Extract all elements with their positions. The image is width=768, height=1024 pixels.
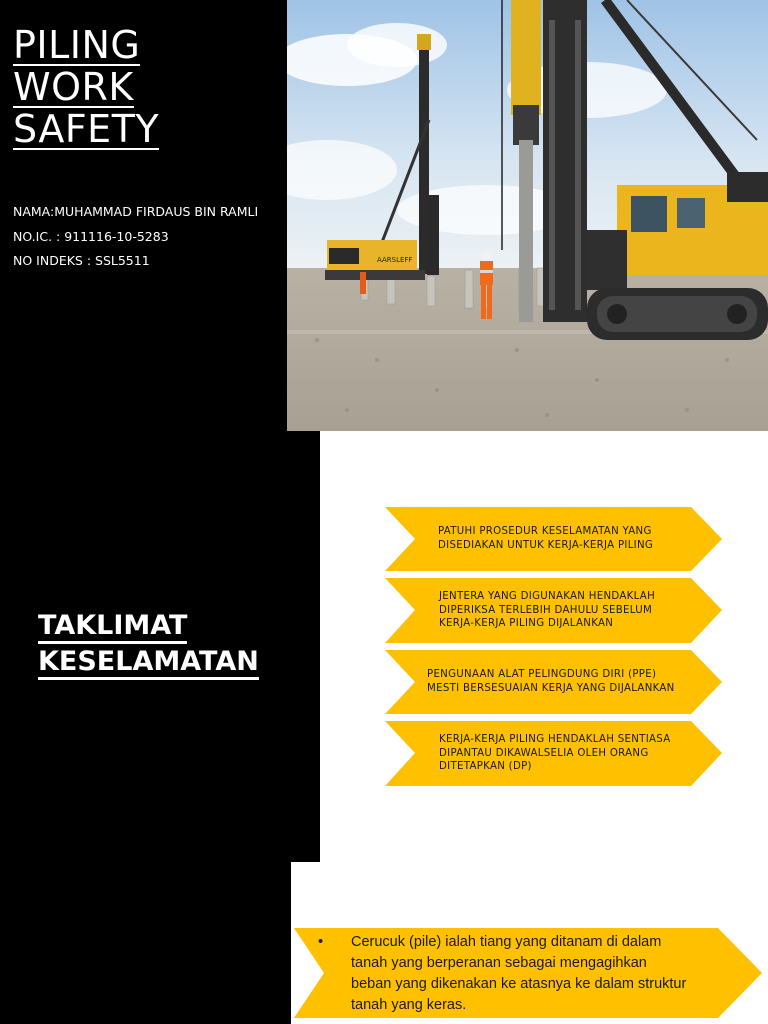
definition-line-3: beban yang dikenakan ke atasnya ke dalam struktur [351, 976, 687, 992]
info-name: NAMA:MUHAMMAD FIRDAUS BIN RAMLI [13, 204, 259, 219]
safety-point-3 [385, 650, 722, 714]
safety-point-4-line-2: DIPANTAU DIKAWALSELIA OLEH ORANG [439, 747, 649, 759]
definition-bullet: • [318, 934, 324, 950]
page-title [13, 24, 159, 150]
left-panel-bottom [0, 862, 291, 1024]
piling-site-illustration [287, 0, 768, 431]
title-line-2: WORK [13, 65, 134, 109]
safety-point-2-line-3: KERJA-KERJA PILING DIJALANKAN [439, 618, 614, 629]
definition-line-4: tanah yang keras. [351, 997, 467, 1013]
info-index: NO INDEKS : SSL5511 [13, 253, 150, 268]
safety-point-4 [385, 721, 722, 786]
safety-point-1-line-2: DISEDIAKAN UNTUK KERJA-KERJA PILING [438, 539, 654, 551]
safety-point-2-line-2: DIPERIKSA TERLEBIH DAHULU SEBELUM [439, 604, 653, 616]
title-line-1: PILING [13, 23, 141, 67]
piling-site-photo [287, 0, 768, 431]
section-title-line-2: KESELAMATAN [38, 647, 259, 680]
safety-point-4-line-1: KERJA-KERJA PILING HENDAKLAH SENTIASA [439, 734, 671, 745]
safety-point-4-line-3: DITETAPKAN (DP) [439, 761, 532, 772]
safety-point-2 [385, 578, 722, 643]
definition-line-1: Cerucuk (pile) ialah tiang yang ditanam di dalam [351, 934, 662, 950]
definition-text [318, 932, 730, 1016]
info-ic: NO.IC. : 911116-10-5283 [13, 229, 169, 244]
rig-brand-label: AARSLEFF [377, 256, 413, 264]
safety-point-1 [385, 507, 722, 571]
safety-point-2-line-1: JENTERA YANG DIGUNAKAN HENDAKLAH [439, 591, 656, 602]
safety-point-3-line-1: PENGUNAAN ALAT PELINGDUNG DIRI (PPE) [427, 669, 657, 680]
section-title-line-1: TAKLIMAT [38, 611, 187, 644]
safety-point-1-line-1: PATUHI PROSEDUR KESELAMATAN YANG [438, 526, 652, 537]
definition-line-2: tanah yang berperanan sebagai mengagihkan [351, 955, 647, 971]
safety-point-3-line-2: MESTI BERSESUAIAN KERJA YANG DIJALANKAN [427, 682, 675, 694]
title-line-3: SAFETY [13, 107, 160, 151]
section-title [38, 608, 259, 680]
